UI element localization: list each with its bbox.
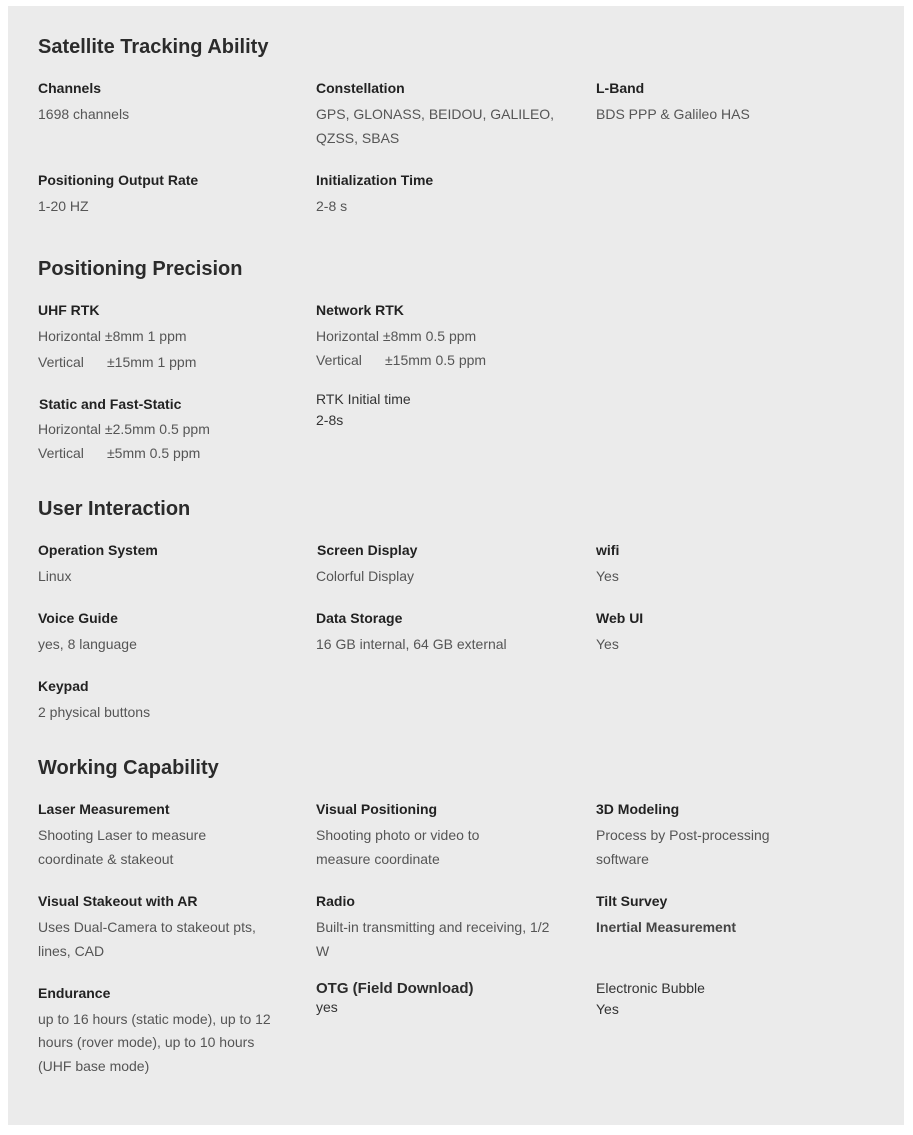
wifi-label: wifi bbox=[596, 542, 620, 558]
spec-panel bbox=[8, 6, 904, 1125]
constellation-value-line1: GPS, GLONASS, BEIDOU, GALILEO, bbox=[316, 106, 555, 122]
bubble-label: Electronic Bubble bbox=[596, 980, 705, 996]
radio-label: Radio bbox=[316, 893, 355, 909]
wifi-value: Yes bbox=[596, 568, 619, 584]
static-h-prefix: Horizontal bbox=[38, 421, 102, 437]
laser-value-line2: coordinate & stakeout bbox=[38, 851, 174, 867]
uhf-rtk-h-value: ±8mm 1 ppm bbox=[104, 328, 187, 344]
init-time-value: 2-8 s bbox=[316, 198, 348, 214]
voice-value: yes, 8 language bbox=[38, 636, 137, 652]
tilt-label: Tilt Survey bbox=[596, 893, 668, 909]
section-title-working: Working Capability bbox=[38, 757, 219, 779]
stakeout-value-line2: lines, CAD bbox=[38, 943, 105, 959]
channels-value: 1698 channels bbox=[38, 106, 130, 122]
static-h-value: ±2.5mm 0.5 ppm bbox=[104, 421, 210, 437]
otg-value: yes bbox=[316, 999, 338, 1015]
uhf-rtk-horizontal bbox=[38, 324, 187, 348]
webui-label: Web UI bbox=[596, 610, 644, 626]
rtk-init-label: RTK Initial time bbox=[316, 391, 411, 407]
modeling-value-line2: software bbox=[596, 851, 649, 867]
network-rtk-h-value: ±8mm 0.5 ppm bbox=[382, 328, 477, 344]
screen-label: Screen Display bbox=[317, 542, 418, 558]
os-value: Linux bbox=[38, 568, 72, 584]
lband-label: L-Band bbox=[596, 80, 645, 96]
constellation-value-line2: QZSS, SBAS bbox=[316, 130, 400, 146]
otg-label: OTG (Field Download) bbox=[316, 980, 474, 997]
rtk-init-value: 2-8s bbox=[316, 412, 344, 428]
uhf-rtk-vertical bbox=[38, 350, 196, 374]
endurance-label: Endurance bbox=[38, 985, 111, 1001]
keypad-value: 2 physical buttons bbox=[38, 704, 151, 720]
init-time-label: Initialization Time bbox=[316, 172, 434, 188]
constellation-label: Constellation bbox=[316, 80, 405, 96]
endurance-value-line1: up to 16 hours (static mode), up to 12 bbox=[38, 1011, 271, 1027]
visual-pos-label: Visual Positioning bbox=[316, 801, 438, 817]
static-v-prefix: Vertical bbox=[38, 445, 84, 461]
voice-label: Voice Guide bbox=[38, 610, 118, 626]
bubble-value: Yes bbox=[596, 1001, 619, 1017]
radio-value-line1: Built-in transmitting and receiving, 1/2 bbox=[316, 919, 550, 935]
tilt-sub-label: Inertial Measurement bbox=[596, 919, 737, 935]
storage-label: Data Storage bbox=[316, 610, 403, 626]
visual-pos-value-line1: Shooting photo or video to bbox=[316, 827, 480, 843]
section-title-precision: Positioning Precision bbox=[38, 258, 243, 280]
network-rtk-label: Network RTK bbox=[316, 302, 404, 318]
endurance-value-line2: hours (rover mode), up to 10 hours bbox=[38, 1034, 255, 1050]
storage-value: 16 GB internal, 64 GB external bbox=[316, 636, 507, 652]
stakeout-label: Visual Stakeout with AR bbox=[38, 893, 198, 909]
static-label: Static and Fast-Static bbox=[39, 396, 182, 412]
modeling-value-line1: Process by Post-processing bbox=[596, 827, 770, 843]
static-vertical bbox=[38, 441, 200, 465]
uhf-rtk-label: UHF RTK bbox=[38, 302, 100, 318]
uhf-rtk-v-prefix: Vertical bbox=[38, 354, 84, 370]
laser-label: Laser Measurement bbox=[38, 801, 170, 817]
network-rtk-v-prefix: Vertical bbox=[316, 352, 362, 368]
output-rate-value: 1-20 HZ bbox=[38, 198, 89, 214]
output-rate-label: Positioning Output Rate bbox=[38, 172, 199, 188]
os-label: Operation System bbox=[38, 542, 158, 558]
uhf-rtk-v-value: ±15mm 1 ppm bbox=[107, 354, 197, 370]
stakeout-value-line1: Uses Dual-Camera to stakeout pts, bbox=[38, 919, 256, 935]
radio-value-line2: W bbox=[316, 943, 330, 959]
network-rtk-h-prefix: Horizontal bbox=[316, 328, 380, 344]
modeling-label: 3D Modeling bbox=[596, 801, 680, 817]
network-rtk-vertical bbox=[316, 348, 486, 372]
static-horizontal bbox=[38, 417, 210, 441]
endurance-value-line3: (UHF base mode) bbox=[38, 1058, 150, 1074]
section-title-interaction: User Interaction bbox=[38, 498, 191, 520]
section-title-satellite: Satellite Tracking Ability bbox=[38, 36, 269, 58]
webui-value: Yes bbox=[596, 636, 619, 652]
screen-value: Colorful Display bbox=[316, 568, 415, 584]
visual-pos-value-line2: measure coordinate bbox=[316, 851, 440, 867]
network-rtk-horizontal bbox=[316, 324, 476, 348]
uhf-rtk-h-prefix: Horizontal bbox=[38, 328, 102, 344]
lband-value: BDS PPP & Galileo HAS bbox=[596, 106, 750, 122]
laser-value-line1: Shooting Laser to measure bbox=[38, 827, 207, 843]
channels-label: Channels bbox=[38, 80, 102, 96]
static-v-value: ±5mm 0.5 ppm bbox=[107, 445, 201, 461]
keypad-label: Keypad bbox=[38, 678, 89, 694]
network-rtk-v-value: ±15mm 0.5 ppm bbox=[385, 352, 487, 368]
